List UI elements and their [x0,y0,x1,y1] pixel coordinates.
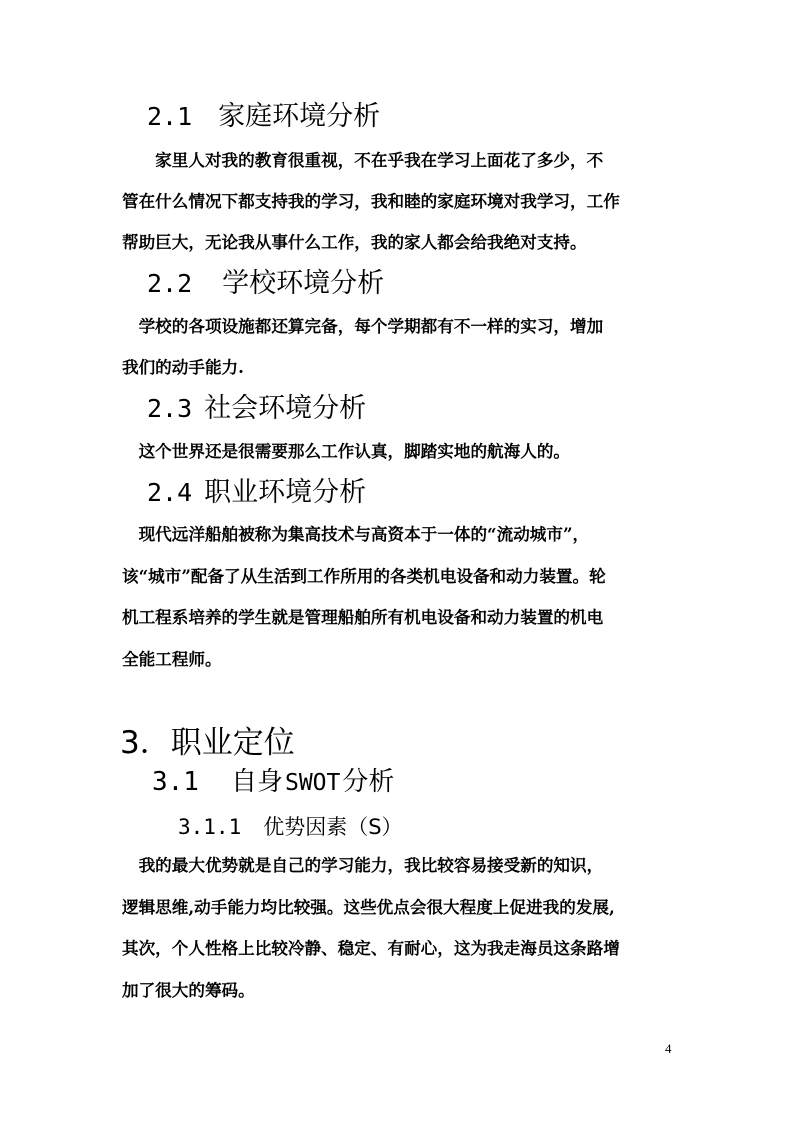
section-number: 2.3 [147,394,193,423]
paragraph-line: 全能工程师。 [122,649,222,669]
paragraph-line: 其次，个人性格上比较冷静、稳定、有耐心，这为我走海员这条路增 [122,938,620,958]
section-heading-2-1 [147,101,380,133]
subsection-title-suffix: 分析 [342,767,395,797]
paragraph-line: 这个世界还是很需要那么工作认真，脚踏实地的航海人的。 [122,441,571,461]
paragraph-line: 学校的各项设施都还算完备，每个学期都有不一样的实习，增加 [122,316,604,336]
section-number: 2.4 [147,478,193,507]
paragraph-line: 我的最大优势就是自己的学习能力，我比较容易接受新的知识， [122,855,604,875]
chapter-heading [120,724,295,762]
subsubsection-number: 3.1.1 [178,815,242,839]
chapter-number: 3． [120,725,171,761]
paragraph-line: 逻辑思维,动手能力均比较强。这些优点会很大程度上促进我的发展, [122,897,615,917]
paragraph-line: 该“城市”配备了从生活到工作所用的各类机电设备和动力装置。轮 [122,566,606,586]
subsubsection-title: 优势因素（S） [263,815,403,839]
section-heading-2-2 [147,268,384,300]
section-heading-2-4 [147,477,366,509]
section-title: 学校环境分析 [222,268,385,299]
section-number: 2.2 [147,269,193,298]
section-title: 家庭环境分析 [218,101,381,132]
page-number: 4 [665,1041,672,1056]
paragraph-line: 加了很大的筹码。 [122,980,255,1000]
subsubsection-heading [178,814,403,840]
paragraph-line: 管在什么情况下都支持我的学习，我和睦的家庭环境对我学习，工作 [122,191,620,211]
paragraph-line: 我们的动手能力. [122,357,244,377]
section-heading-2-3 [147,393,366,425]
subsection-title-prefix: 自身 [230,767,283,797]
paragraph-line: 机工程系培养的学生就是管理船舶所有机电设备和动力装置的机电 [122,607,604,627]
paragraph-line: 家里人对我的教育很重视，不在乎我在学习上面花了多少，不 [122,150,604,170]
subsection-title-latin: SWOT [284,770,341,796]
chapter-title: 职业定位 [170,725,295,761]
paragraph-line: 帮助巨大，无论我从事什么工作，我的家人都会给我绝对支持。 [122,232,587,252]
subsection-heading [152,766,394,799]
section-number: 2.1 [147,102,193,131]
section-title: 社会环境分析 [204,393,367,424]
subsection-number: 3.1 [152,767,199,797]
section-title: 职业环境分析 [204,477,367,508]
paragraph-line: 现代远洋船舶被称为集高技术与高资本于一体的“流动城市”， [122,524,590,544]
